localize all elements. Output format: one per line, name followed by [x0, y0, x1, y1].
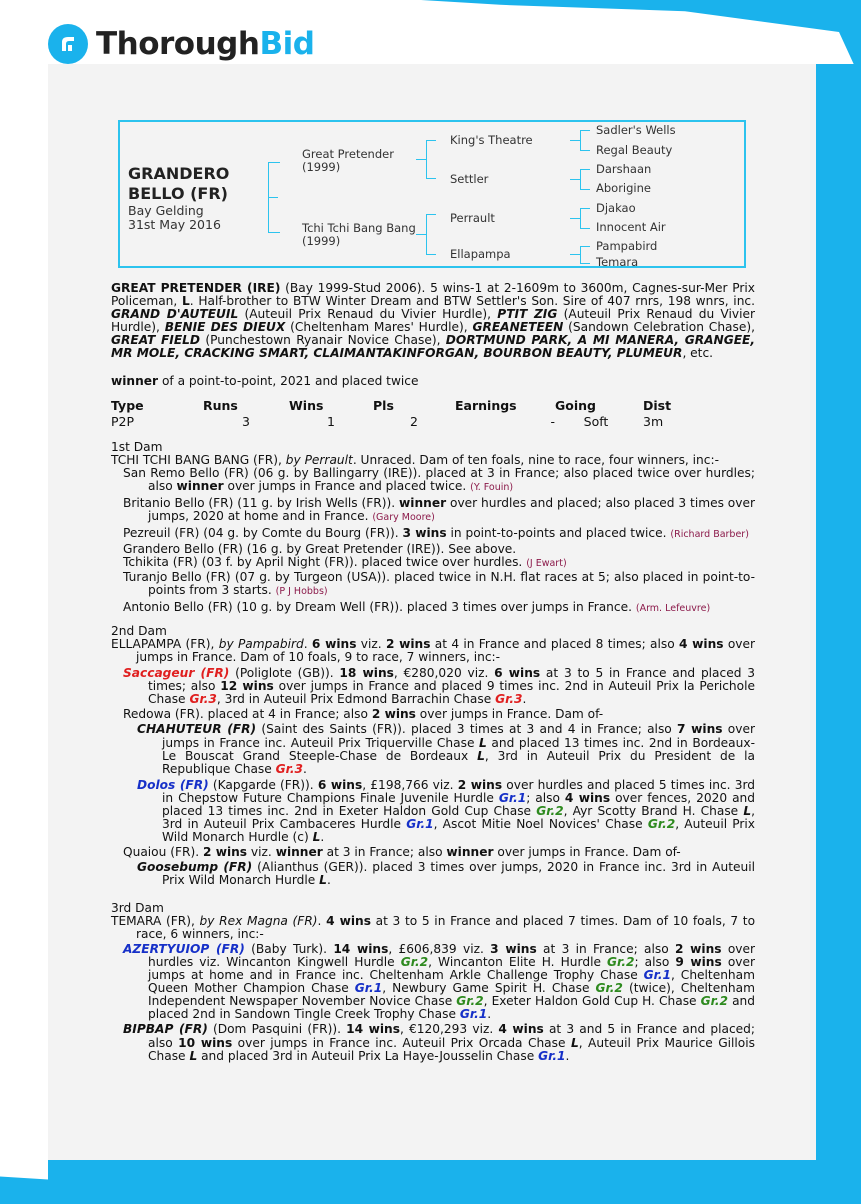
horse-name: GRANDERO BELLO (FR): [128, 164, 230, 203]
pedigree-line: [426, 140, 436, 141]
pedigree-line: [416, 234, 426, 235]
pedigree-line: [570, 218, 580, 219]
ggp-regal-beauty: Regal Beauty: [596, 143, 673, 157]
ggp-temara: Temara: [596, 255, 639, 269]
second-dam-intro: ELLAPAMPA (FR), by Pampabird. 6 wins viz. 2 wins at 4 in France and placed 8 times; also 4 wins over jumps in France. Dam of 10 foals, 9 to race, 7 winners, inc:-: [111, 636, 756, 664]
pedigree-line: [580, 228, 590, 229]
table-header-row: Type Runs Wins Pls Earnings Going Dist: [111, 398, 672, 414]
right-border-strip: [816, 64, 861, 1204]
first-dam-heading: 1st Dam: [111, 439, 163, 454]
second-dam-heading: 2nd Dam: [111, 623, 167, 638]
dam-name: Tchi Tchi Bang Bang (1999): [302, 221, 416, 248]
pedigree-line: [426, 214, 427, 254]
sire-sire-name: King's Theatre: [450, 133, 533, 147]
progeny-tchikita: Tchikita (FR) (03 f. by April Night (FR)). placed twice over hurdles. (J Ewart): [123, 555, 567, 570]
pedigree-line: [426, 178, 436, 179]
pedigree-line: [580, 263, 590, 264]
race-summary: winner of a point-to-point, 2021 and placed twice: [111, 373, 419, 388]
progeny-chahuteur: CHAHUTEUR (FR) (Saint des Saints (FR)). placed 3 times at 3 and 4 in France; also 7 wins over jumps in France inc. Auteuil Prix Triquerville Chase L and placed 13 times inc. 2nd in Bordeaux-Le Bouscat Grand Steeple-Chase de Bordeaux L, 3rd in Auteuil Prix du President de la Republique Chase Gr.3.: [137, 722, 756, 776]
pedigree-line: [580, 208, 590, 209]
sire-paragraph: GREAT PRETENDER (IRE) (Bay 1999-Stud 2006). 5 wins-1 at 2-1609m to 3600m, Cagnes-sur-Mer Prix Policeman, L. Half-brother to BTW Winter Dream and BTW Settler's Son. Sire of 407 rnrs, 198 wnrs, inc. GRAND D'AUTEUIL (Auteuil Prix Renaud du Vivier Hurdle), PTIT ZIG (Auteuil Prix Renaud du Vivier Hurdle), BENIE DES DIEUX (Cheltenham Mares' Hurdle), GREANETEEN (Sandown Celebration Chase), GREAT FIELD (Punchestown Ryanair Novice Chase), DORTMUND PARK, A MI MANERA, GRANGEE, MR MOLE, CRACKING SMART, CLAIMANTAKINFORGAN, BOURBON BEAUTY, PLUMEUR, etc.: [111, 281, 755, 361]
pedigree-line: [580, 130, 590, 131]
ggp-sadlers-wells: Sadler's Wells: [596, 123, 676, 137]
ggp-aborigine: Aborigine: [596, 181, 651, 195]
catalogue-content: [111, 282, 755, 1063]
brand-logo-text: ThoroughBid: [96, 26, 315, 62]
pedigree-line: [416, 159, 426, 160]
pedigree-line: [570, 179, 580, 180]
sire-dam-name: Settler: [450, 172, 489, 186]
pedigree-line: [580, 189, 590, 190]
progeny-pezreuil: Pezreuil (FR) (04 g. by Comte du Bourg (FR)). 3 wins in point-to-points and placed twice. (Richard Barber): [123, 526, 749, 541]
third-dam-intro: TEMARA (FR), by Rex Magna (FR). 4 wins at 3 to 5 in France and placed 7 times. Dam of 10 foals, 7 to race, 6 winners, inc:-: [111, 913, 756, 941]
progeny-redowa: Redowa (FR). placed at 4 in France; also 2 wins over jumps in France. Dam of-: [123, 707, 604, 722]
horse-details: Bay Gelding 31st May 2016: [128, 203, 221, 232]
progeny-antonio-bello: Antonio Bello (FR) (10 g. by Dream Well (FR)). placed 3 times over jumps in France. (Arm. Lefeuvre): [123, 599, 711, 614]
pedigree-line: [580, 130, 581, 150]
pedigree-line: [268, 162, 280, 163]
ggp-darshaan: Darshaan: [596, 162, 652, 176]
progeny-turanjo-bello: Turanjo Bello (FR) (07 g. by Turgeon (USA)). placed twice in N.H. flat races at 5; also placed in point-to-points from 3 starts. (P J Hobbs): [123, 569, 755, 597]
progeny-britanio-bello: Britanio Bello (FR) (11 g. by Irish Wells (FR)). winner over hurdles and placed; also placed 3 times over jumps, 2020 at home and in France. (Gary Moore): [123, 496, 755, 524]
ggp-innocent-air: Innocent Air: [596, 220, 666, 234]
pedigree-line: [570, 254, 580, 255]
pedigree-line: [426, 140, 427, 178]
progeny-goosebump: Goosebump (FR) (Alianthus (GER)). placed 3 times over jumps, 2020 in France inc. 3rd in Auteuil Prix Wild Monarch Hurdle L.: [137, 860, 755, 888]
progeny-dolos: Dolos (FR) (Kapgarde (FR)). 6 wins, £198,766 viz. 2 wins over hurdles and placed 5 times inc. 3rd in Chepstow Future Champions Finale Juvenile Hurdle Gr.1; also 4 wins over fences, 2020 and placed 13 times inc. 2nd in Exeter Haldon Gold Cup Chase Gr.2, Ayr Scotty Brand H. Chase L, 3rd in Auteuil Prix Cambaceres Hurdle Gr.1, Ascot Mitie Noel Novices' Chase Gr.2, Auteuil Prix Wild Monarch Hurdle (c) L.: [137, 777, 756, 845]
pedigree-line: [580, 246, 581, 263]
progeny-azertyuiop: AZERTYUIOP (FR) (Baby Turk). 14 wins, £606,839 viz. 3 wins at 3 in France; also 2 wins over hurdles viz. Wincanton Kingwell Hurdle Gr.2, Wincanton Elite H. Hurdle Gr.2; also 9 wins over jumps at home and in France inc. Cheltenham Arkle Challenge Trophy Chase Gr.1, Cheltenham Queen Mother Champion Chase Gr.1, Newbury Game Spirit H. Chase Gr.2 (twice), Cheltenham Independent Newspaper November Novice Chase Gr.2, Exeter Haldon Gold Cup H. Chase Gr.2 and placed 2nd in Sandown Tingle Creek Trophy Chase Gr.1.: [123, 941, 756, 1022]
pedigree-line: [580, 169, 590, 170]
sire-name: Great Pretender (1999): [302, 147, 394, 174]
brand-header: [48, 24, 314, 64]
race-record-table: [111, 398, 755, 429]
third-dam-heading: 3rd Dam: [111, 900, 164, 915]
pedigree-box: [118, 120, 746, 268]
progeny-saccageur: Saccageur (FR) (Poliglote (GB)). 18 wins, €280,020 viz. 6 wins at 3 to 5 in France and placed 3 times; also 12 wins over jumps in France and placed 9 times inc. 2nd in Auteuil Prix la Perichole Chase Gr.3, 3rd in Auteuil Prix Edmond Barrachin Chase Gr.3.: [123, 666, 755, 707]
pedigree-line: [426, 254, 436, 255]
progeny-san-remo-bello: San Remo Bello (FR) (06 g. by Ballingarry (IRE)). placed at 3 in France; also placed twice over hurdles; also winner over jumps in France and placed twice. (Y. Fouin): [123, 465, 755, 493]
dam-sire-name: Perrault: [450, 211, 495, 225]
pedigree-line: [426, 214, 436, 215]
thoroughbid-logo-icon: [48, 24, 88, 64]
ggp-djakao: Djakao: [596, 201, 636, 215]
pedigree-line: [570, 140, 580, 141]
progeny-quaiou: Quaiou (FR). 2 wins viz. winner at 3 in France; also winner over jumps in France. Dam of-: [123, 845, 681, 860]
pedigree-line: [580, 150, 590, 151]
progeny-grandero-bello: Grandero Bello (FR) (16 g. by Great Pretender (IRE)). See above.: [123, 542, 517, 557]
pedigree-line: [580, 208, 581, 228]
first-dam-intro: TCHI TCHI BANG BANG (FR), by Perrault. Unraced. Dam of ten foals, nine to race, four winners, inc:-: [111, 452, 719, 467]
pedigree-line: [580, 169, 581, 189]
ggp-pampabird: Pampabird: [596, 239, 658, 253]
bottom-border-strip: [48, 1160, 861, 1204]
pedigree-line: [268, 197, 278, 198]
pedigree-line: [268, 232, 280, 233]
table-row: P2P 3 1 2 - Soft 3m: [111, 413, 664, 429]
progeny-bipbap: BIPBAP (FR) (Dom Pasquini (FR)). 14 wins, €120,293 viz. 4 wins at 3 and 5 in France and placed; also 10 wins over jumps in France inc. Auteuil Prix Orcada Chase L, Auteuil Prix Maurice Gillois Chase L and placed 3rd in Auteuil Prix La Haye-Jousselin Chase Gr.1.: [123, 1022, 755, 1063]
dam-dam-name: Ellapampa: [450, 247, 511, 261]
pedigree-line: [580, 246, 590, 247]
